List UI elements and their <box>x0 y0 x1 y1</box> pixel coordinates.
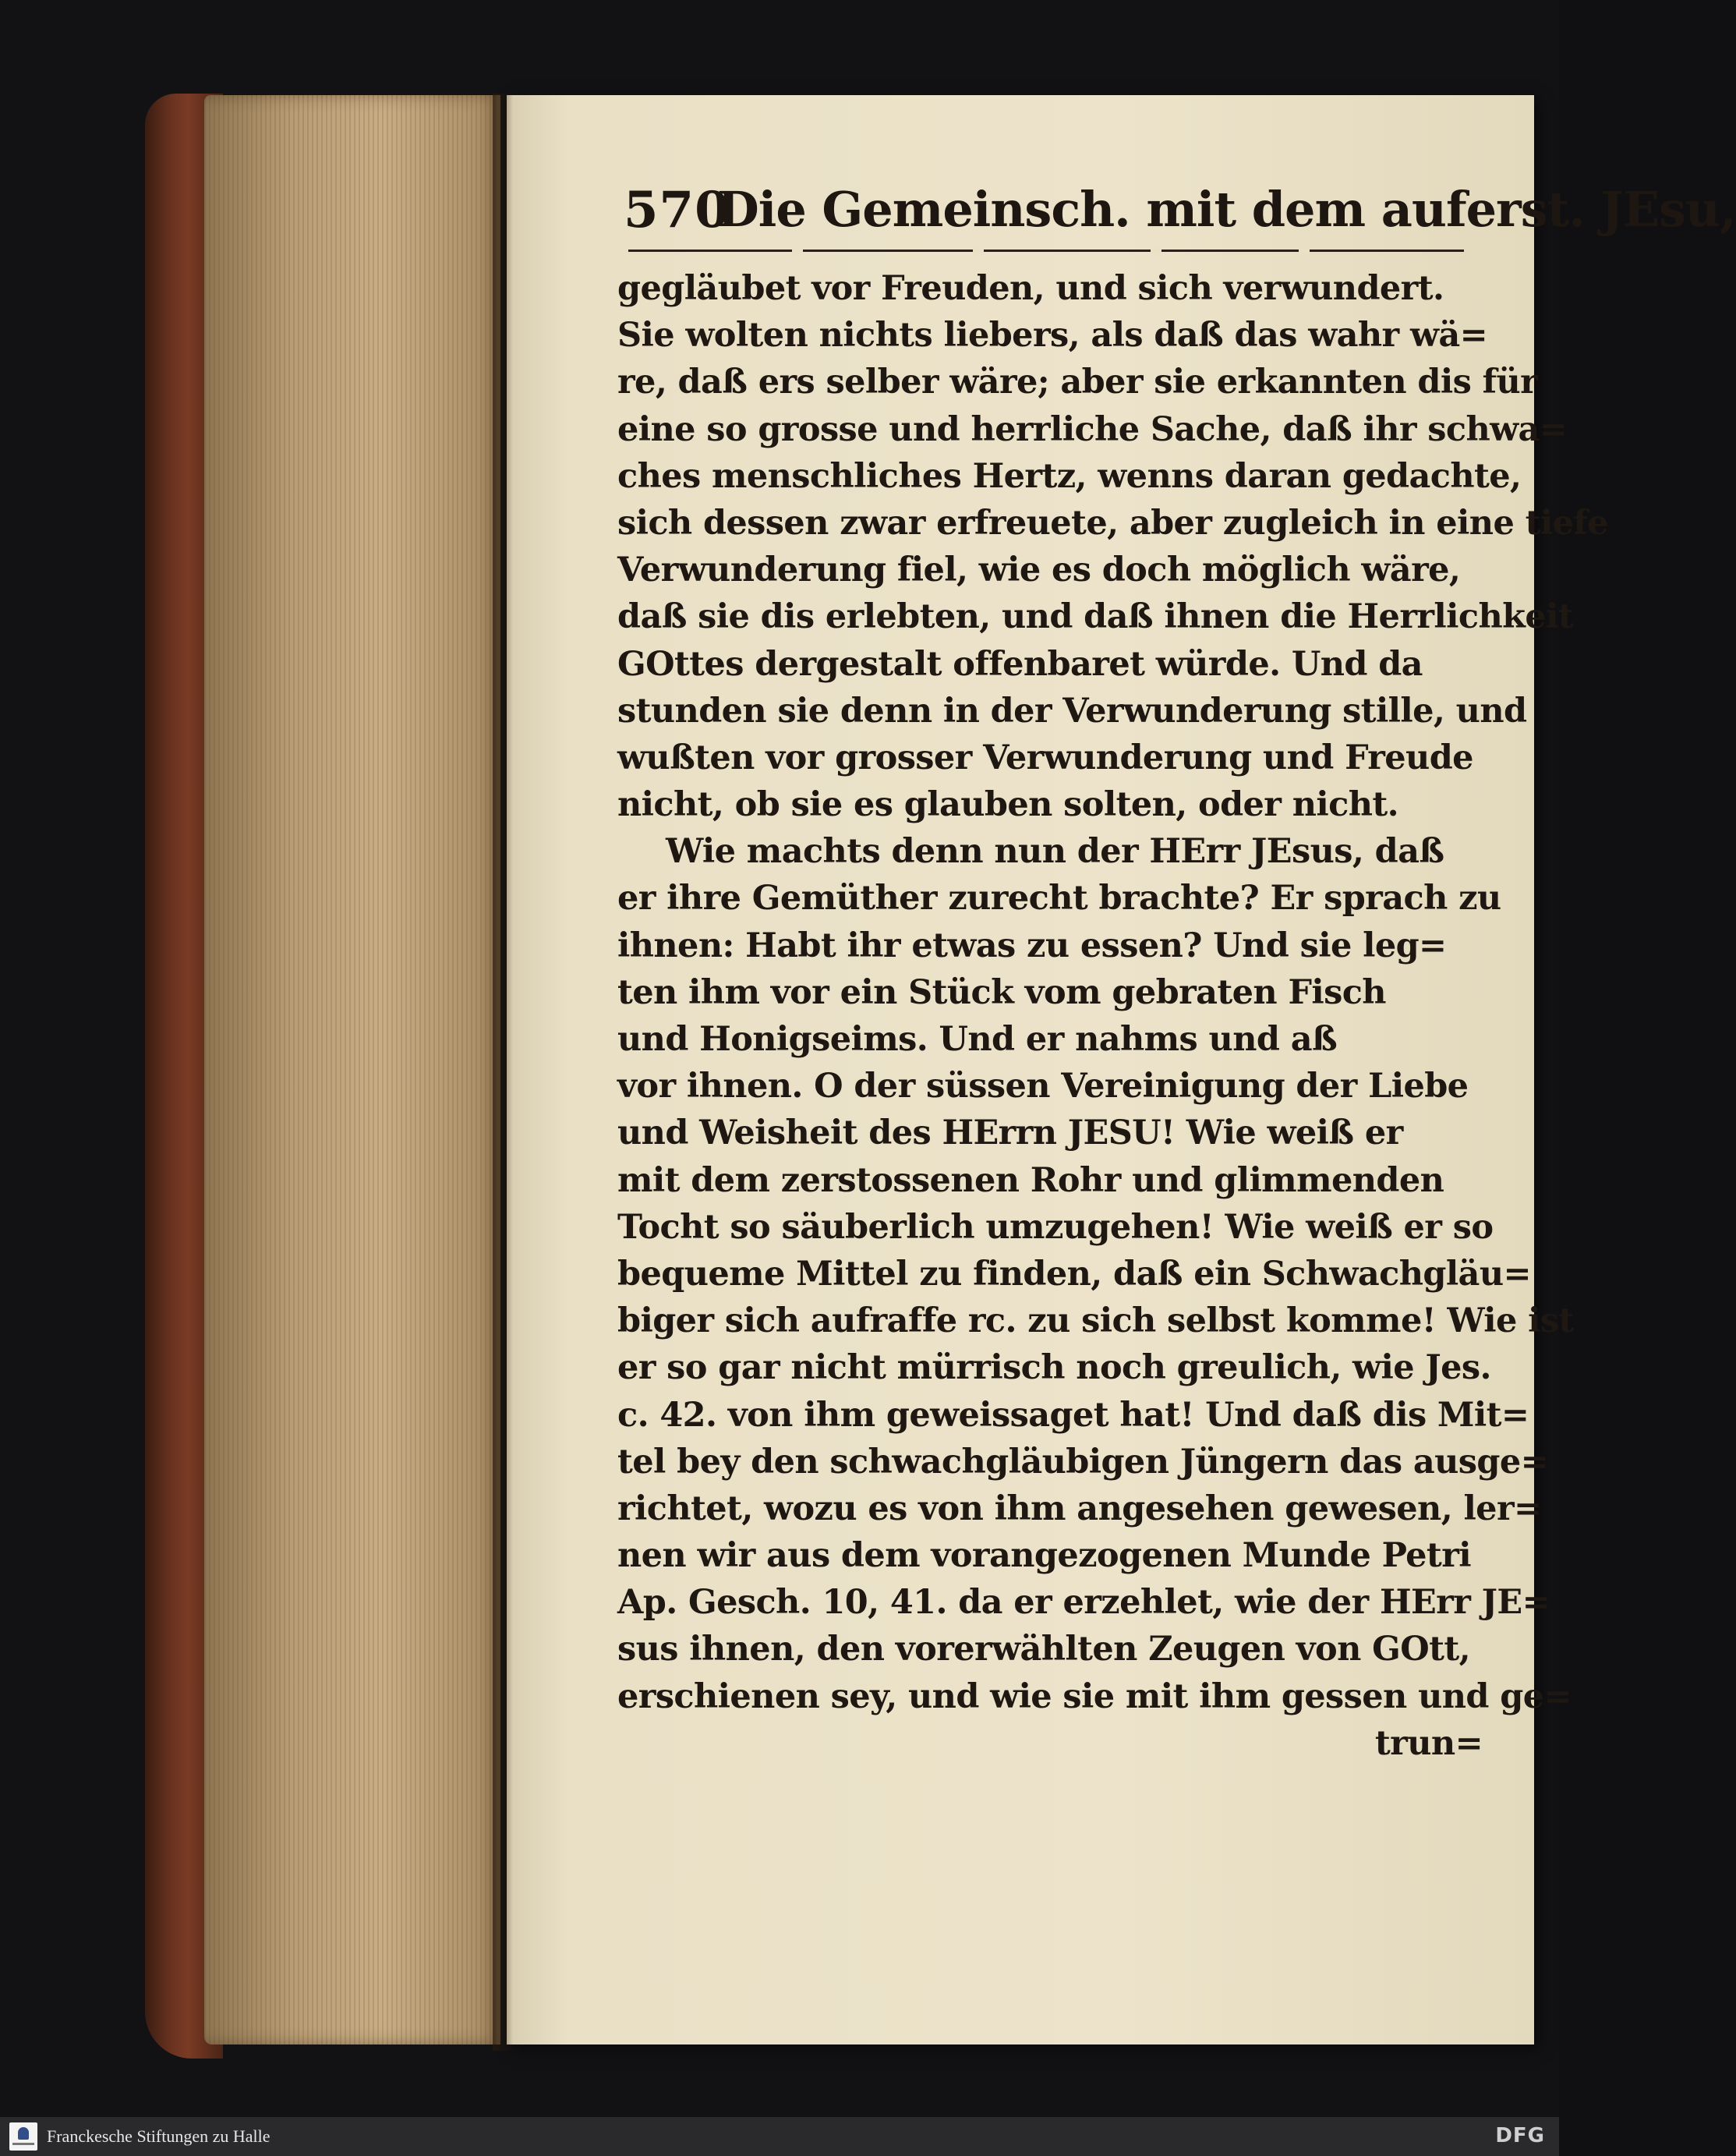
text-line: wußten vor grosser Verwunderung und Freude <box>617 738 1473 777</box>
text-line: mit dem zerstossenen Rohr und glimmenden <box>617 1160 1444 1200</box>
text-line: gegläubet vor Freuden, und sich verwundert. <box>617 269 1444 308</box>
text-line: Ap. Gesch. 10, 41. da er erzehlet, wie der HErr JE= <box>617 1583 1550 1623</box>
text-line: nicht, ob sie es glauben solten, oder nicht. <box>617 785 1399 825</box>
footer-bar <box>0 2117 1559 2156</box>
text-line: biger sich aufraffe rc. zu sich selbst komme! Wie ist <box>617 1301 1574 1341</box>
text-line: Wie machts denn nun der HErr JEsus, daß <box>666 832 1444 872</box>
text-line: c. 42. von ihm geweissaget hat! Und daß dis Mit= <box>617 1395 1529 1435</box>
text-line: und Honigseims. Und er nahms und aß <box>617 1020 1338 1059</box>
rule-gap <box>973 249 984 255</box>
rule-gap <box>792 249 803 255</box>
header-rule <box>628 250 1464 252</box>
text-line: erschienen sey, und wie sie mit ihm gessen und ge= <box>617 1676 1572 1716</box>
text-line: er ihre Gemüther zurecht brachte? Er sprach zu <box>617 879 1501 919</box>
page-header <box>624 181 1736 243</box>
text-line: nen wir aus dem vorangezogenen Munde Petri <box>617 1536 1471 1576</box>
dfg-logo: DFG <box>1495 2124 1545 2147</box>
page-edges <box>204 95 500 2044</box>
catchword: trun= <box>1374 1723 1483 1763</box>
text-line: stunden sie denn in der Verwunderung stille, und <box>617 691 1527 731</box>
text-line: Verwunderung fiel, wie es doch möglich wäre, <box>617 551 1461 590</box>
text-line: tel bey den schwachgläubigen Jüngern das ausge= <box>617 1442 1549 1482</box>
text-line: bequeme Mittel zu finden, daß ein Schwachgläu= <box>617 1254 1531 1294</box>
text-line: eine so grosse und herrliche Sache, daß ihr schwa= <box>617 409 1568 449</box>
text-line: richtet, wozu es von ihm angesehen gewesen, ler= <box>617 1489 1542 1528</box>
text-line: Tocht so säuberlich umzugehen! Wie weiß er so <box>617 1207 1494 1247</box>
spine-shadow <box>493 94 513 2051</box>
rule-gap <box>1299 249 1310 255</box>
text-line: und Weisheit des HErrn JESU! Wie weiß er <box>617 1113 1403 1153</box>
text-line: ihnen: Habt ihr etwas zu essen? Und sie leg= <box>617 926 1447 965</box>
page-number: 570 <box>624 181 730 239</box>
body-text <box>617 265 1608 1767</box>
running-head: Die Gemeinsch. mit dem auferst. JEsu, <box>717 181 1736 238</box>
institution-name: Franckesche Stiftungen zu Halle <box>47 2126 270 2146</box>
text-line: re, daß ers selber wäre; aber sie erkannten dis für <box>617 363 1538 402</box>
text-line: sich dessen zwar erfreuete, aber zugleich in eine tiefe <box>617 503 1608 543</box>
institution-logo-icon <box>9 2122 37 2151</box>
text-line: sus ihnen, den vorerwählten Zeugen von GOtt, <box>617 1630 1471 1669</box>
rule-gap <box>1151 249 1161 255</box>
text-line: ten ihm vor ein Stück vom gebraten Fisch <box>617 972 1386 1012</box>
logo-base <box>12 2143 34 2145</box>
text-line: vor ihnen. O der süssen Vereinigung der Liebe <box>617 1067 1469 1106</box>
text-line: ches menschliches Hertz, wenns daran gedachte, <box>617 456 1522 496</box>
logo-mark <box>18 2127 29 2140</box>
text-line: GOttes dergestalt offenbaret würde. Und da <box>617 644 1423 684</box>
text-line: Sie wolten nichts liebers, als daß das wahr wä= <box>617 316 1488 356</box>
text-line: daß sie dis erlebten, und daß ihnen die Herrlichkeit <box>617 597 1574 637</box>
text-line: er so gar nicht mürrisch noch greulich, wie Jes. <box>617 1348 1491 1388</box>
